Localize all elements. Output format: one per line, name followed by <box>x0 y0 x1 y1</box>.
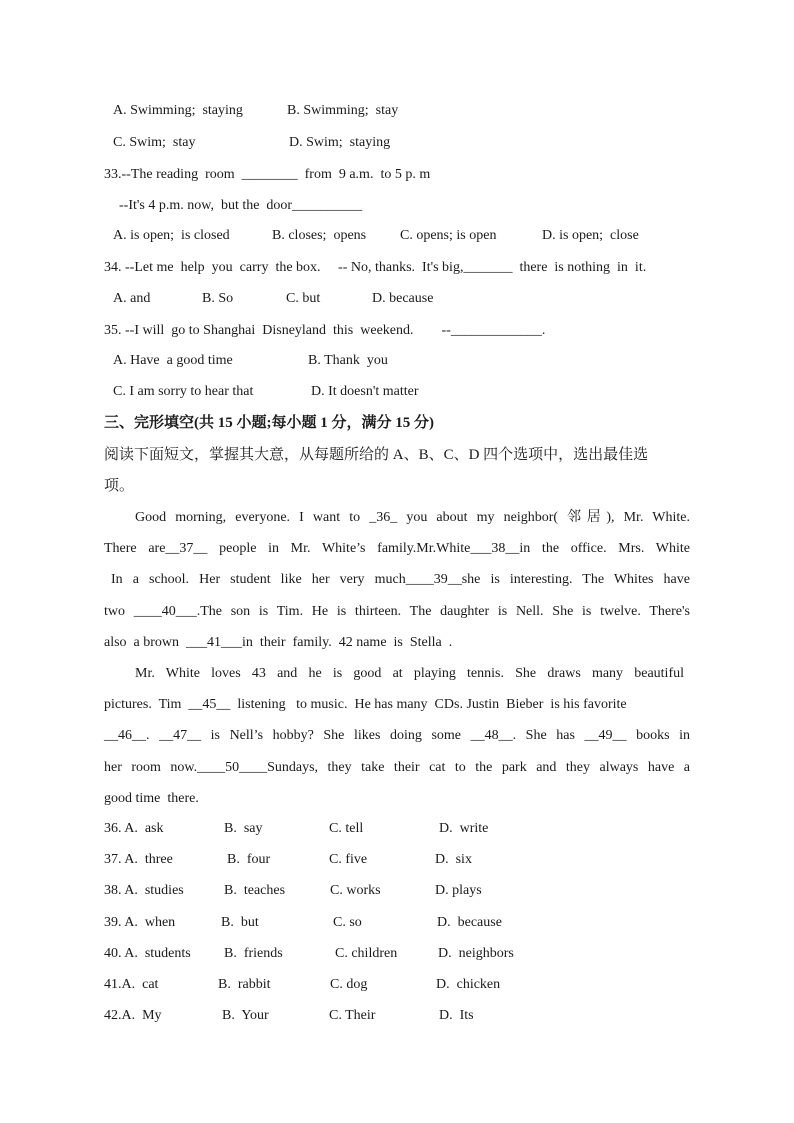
q35-stem: 35. --I will go to Shanghai Disneyland this weekend. --_____________. <box>104 323 546 338</box>
q36-option-a: 36. A. ask <box>104 821 164 836</box>
q42-option-d: D. Its <box>439 1008 474 1023</box>
q37-option-d: D. six <box>435 852 472 867</box>
q40-option-c: C. children <box>335 946 398 961</box>
q39-option-c: C. so <box>333 915 362 930</box>
section-heading: 三、完形填空(共 15 小题;每小题 1 分，满分 15 分) <box>104 415 434 431</box>
q34-stem: 34. --Let me help you carry the box. -- No, thanks. It's big,_______ there is nothing in it. <box>104 260 647 275</box>
q40-option-b: B. friends <box>224 946 283 961</box>
section-instruction-line-1: 阅读下面短文，掌握其大意，从每题所给的 A、B、C、D 四个选项中，选出最佳选 <box>104 447 649 463</box>
q37-option-a: 37. A. three <box>104 852 173 867</box>
q35-option-c: C. I am sorry to hear that <box>113 384 254 399</box>
passage-line-1: Good morning, everyone. I want to _36_ you about my neighbor( 邻居), Mr. White. <box>135 510 690 525</box>
q33-stem: 33.--The reading room ________ from 9 a.m. to 5 p. m <box>104 167 431 182</box>
q36-option-d: D. write <box>439 821 489 836</box>
section-instruction-line-2: 项。 <box>104 478 135 494</box>
q42-option-a: 42.A. My <box>104 1008 162 1023</box>
q34-option-b: B. So <box>202 291 234 306</box>
q39-option-b: B. but <box>221 915 259 930</box>
q33-option-c: C. opens; is open <box>400 228 497 243</box>
q41-option-b: B. rabbit <box>218 977 271 992</box>
q42-option-c: C. Their <box>329 1008 376 1023</box>
passage-line-2: There are__37__ people in Mr. White’s family.Mr.White___38__in the office. Mrs. White <box>104 541 690 556</box>
passage-line-3: In a school. Her student like her very much____39__she is interesting. The Whites have <box>111 572 690 587</box>
q34-option-c: C. but <box>286 291 321 306</box>
q41-option-c: C. dog <box>330 977 368 992</box>
q35-option-a: A. Have a good time <box>113 353 233 368</box>
q33-option-d: D. is open; close <box>542 228 639 243</box>
q35-option-d: D. It doesn't matter <box>311 384 419 399</box>
q38-option-b: B. teaches <box>224 883 286 898</box>
q40-option-a: 40. A. students <box>104 946 191 961</box>
q39-option-d: D. because <box>437 915 502 930</box>
passage-line-7: pictures. Tim __45__ listening to music. He has many CDs. Justin Bieber is his favorite <box>104 697 627 712</box>
passage-line-10: good time there. <box>104 791 199 806</box>
q40-option-d: D. neighbors <box>438 946 514 961</box>
q32-option-a: A. Swimming; staying <box>113 103 243 118</box>
q32-option-b: B. Swimming; stay <box>287 103 399 118</box>
q32-option-c: C. Swim; stay <box>113 135 196 150</box>
passage-line-9: her room now.____50____Sundays, they take their cat to the park and they always have a <box>104 760 690 775</box>
q39-option-a: 39. A. when <box>104 915 176 930</box>
q38-option-a: 38. A. studies <box>104 883 184 898</box>
q35-option-b: B. Thank you <box>308 353 388 368</box>
q33-option-b: B. closes; opens <box>272 228 367 243</box>
q42-option-b: B. Your <box>222 1008 269 1023</box>
passage-line-5: also a brown ___41___in their family. 42 name is Stella . <box>104 635 453 650</box>
passage-line-8: __46__. __47__ is Nell’s hobby? She likes doing some __48__. She has __49__ books in <box>104 728 690 743</box>
q38-option-c: C. works <box>330 883 381 898</box>
q34-option-a: A. and <box>113 291 151 306</box>
q36-option-b: B. say <box>224 821 263 836</box>
passage-line-6: Mr. White loves 43 and he is good at playing tennis. She draws many beautiful <box>135 666 684 681</box>
q33-option-a: A. is open; is closed <box>113 228 230 243</box>
q37-option-c: C. five <box>329 852 368 867</box>
q32-option-d: D. Swim; staying <box>289 135 391 150</box>
q36-option-c: C. tell <box>329 821 364 836</box>
q37-option-b: B. four <box>227 852 271 867</box>
q34-option-d: D. because <box>372 291 434 306</box>
q33-reply: --It's 4 p.m. now, but the door__________ <box>119 198 363 213</box>
passage-line-4: two ____40___.The son is Tim. He is thirteen. The daughter is Nell. She is twelve. There's <box>104 604 690 619</box>
q41-option-d: D. chicken <box>436 977 501 992</box>
q41-option-a: 41.A. cat <box>104 977 159 992</box>
q38-option-d: D. plays <box>435 883 482 898</box>
